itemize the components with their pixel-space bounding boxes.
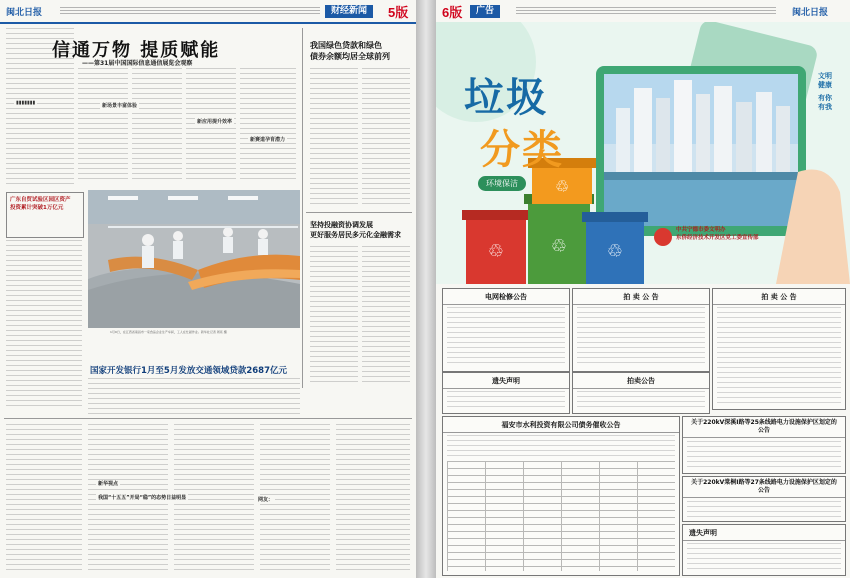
notice-title: 关于220kV棠桐Ⅰ路等27条线路电力设施保护区划定的公告 bbox=[683, 477, 845, 498]
page-gutter bbox=[416, 0, 436, 578]
svg-text:♲: ♲ bbox=[606, 241, 624, 262]
lower-subhead-3: 网友： bbox=[258, 497, 274, 503]
lower-subhead-1: 我国“十五五”开局“稳”的态势日益明显 bbox=[98, 495, 187, 501]
article-column bbox=[132, 68, 182, 180]
photo-caption: 1月9日，在江西省南昌市一家食品企业生产车间，工人在忙碌作业。新华社记者 周亮 摄 bbox=[110, 330, 227, 334]
masthead-info bbox=[60, 7, 320, 15]
right-masthead bbox=[436, 0, 850, 24]
bank-headline: 国家开发银行1月至5月发放交通领域贷款2687亿元 bbox=[90, 366, 287, 376]
ad-side-text-line: 有你有我 bbox=[818, 94, 832, 111]
notice-title: 拍卖公告 bbox=[573, 373, 709, 389]
notice-title: 拍 卖 公 告 bbox=[713, 289, 845, 305]
article-column bbox=[78, 68, 128, 180]
notice-box bbox=[682, 416, 846, 474]
article-column bbox=[6, 240, 82, 410]
article-column bbox=[310, 246, 358, 386]
notice-box bbox=[682, 476, 846, 522]
svg-text:♲: ♲ bbox=[554, 177, 570, 196]
notice-title: 遗失声明 bbox=[443, 373, 569, 389]
article-column bbox=[362, 68, 410, 208]
notice-title: 福安市水利投资有限公司债务催收公告 bbox=[443, 417, 679, 433]
side-headline-1 bbox=[310, 40, 390, 62]
main-subheadline: ——第31届中国国际信息通信展览会观察 bbox=[82, 60, 193, 67]
section-tag: 财经新闻 bbox=[325, 5, 373, 18]
newspaper-logo: 闽北日报 bbox=[6, 8, 43, 18]
newspaper-logo: 闽北日报 bbox=[792, 8, 829, 18]
boxed-story-headline bbox=[7, 193, 83, 215]
main-headline: 信通万物 提质赋能 bbox=[52, 40, 221, 61]
side-headline-1-line: 债券余额均居全球前列 bbox=[310, 52, 390, 61]
ad-title-line-1: 垃圾 bbox=[464, 75, 548, 121]
notice-title: 拍 卖 公 告 bbox=[573, 289, 709, 305]
svg-text:♲: ♲ bbox=[487, 241, 505, 262]
lower-divider bbox=[4, 418, 412, 419]
article-column bbox=[362, 246, 410, 386]
article-column bbox=[88, 378, 300, 414]
page-number: 6版 bbox=[442, 5, 463, 20]
subhead-1: 新场景丰富体验 bbox=[102, 103, 138, 109]
subhead-3: 新赛道孕育潜力 bbox=[250, 137, 286, 143]
article-column bbox=[336, 424, 410, 574]
notice-box bbox=[442, 372, 570, 414]
side-headline-2-line: 坚持投融资协调发展 bbox=[310, 221, 373, 229]
ad-org-line: 中共宁德市委文明办 bbox=[676, 227, 726, 233]
svg-text:♲: ♲ bbox=[550, 236, 568, 257]
boxed-headline-line: 投资累计突破1万亿元 bbox=[10, 205, 64, 211]
ad-side-text-line: 文明健康 bbox=[818, 72, 832, 89]
side-headline-1-line: 我国绿色贷款和绿色 bbox=[310, 41, 382, 50]
subhead-2: 新应用提升效率 bbox=[197, 119, 233, 125]
ad-org-line: 东侨经济技术开发区党工委宣传部 bbox=[676, 235, 759, 241]
side-headline-2-line: 更好服务居民多元化金融需求 bbox=[310, 231, 401, 239]
factory-photo-image bbox=[88, 190, 300, 328]
notice-text bbox=[447, 435, 675, 457]
ad-org-logo bbox=[654, 228, 672, 246]
notice-title: 电网检修公告 bbox=[443, 289, 569, 305]
side-headline-2 bbox=[310, 220, 401, 240]
notice-box bbox=[572, 288, 710, 372]
ad-organizers bbox=[676, 226, 759, 242]
masthead-info bbox=[516, 7, 776, 15]
article-column bbox=[240, 68, 296, 180]
notice-box bbox=[682, 524, 846, 576]
ad-side-text bbox=[818, 72, 832, 112]
factory-photo bbox=[88, 190, 300, 328]
notice-box bbox=[442, 288, 570, 372]
boxed-headline-line: 广东自贸试验区园区资产 bbox=[10, 197, 71, 203]
garbage-sorting-ad bbox=[436, 22, 850, 284]
left-newspaper-page bbox=[0, 0, 416, 578]
notice-box bbox=[712, 288, 846, 410]
column-divider bbox=[302, 28, 303, 388]
ad-title-line-2: 分类 bbox=[480, 127, 564, 173]
boxed-story bbox=[6, 192, 84, 238]
notice-box bbox=[572, 372, 710, 414]
debt-collection-notice bbox=[442, 416, 680, 576]
article-column bbox=[6, 424, 82, 574]
section-tag: 广告 bbox=[470, 5, 500, 18]
page-number: 5版 bbox=[388, 5, 409, 20]
debt-table bbox=[447, 461, 675, 571]
notice-title: 遗失声明 bbox=[683, 525, 845, 541]
left-masthead bbox=[0, 0, 416, 24]
right-newspaper-page bbox=[436, 0, 850, 578]
notice-title: 关于220kV深溪Ⅰ路等25条线路电力设施保护区划定的公告 bbox=[683, 417, 845, 438]
article-subhead: ▮▮▮▮▮▮▮ bbox=[16, 100, 36, 106]
article-column bbox=[310, 68, 358, 208]
article-divider bbox=[306, 212, 412, 213]
lower-subhead-2: 新华视点 bbox=[98, 481, 119, 487]
ad-tagline: 环境保洁 bbox=[478, 176, 526, 191]
